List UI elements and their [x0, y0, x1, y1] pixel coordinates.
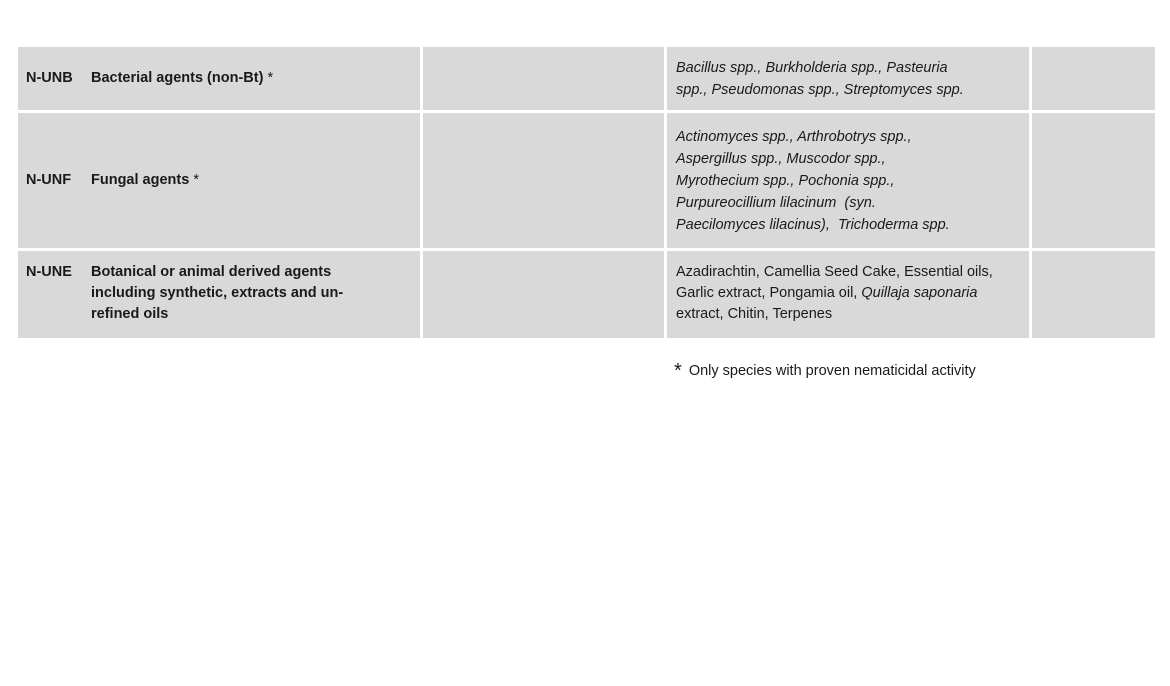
group-name: [91, 68, 273, 89]
empty-cell: [1032, 113, 1155, 248]
category-label: [26, 170, 199, 191]
examples-line: Myrothecium spp., Pochonia spp.,: [676, 172, 895, 189]
examples-line: Purpureocillium lilacinum (syn.: [676, 194, 876, 211]
category-cell: [18, 251, 420, 338]
empty-cell: [423, 47, 664, 110]
category-label: [26, 68, 273, 89]
footnote-marker: *: [263, 70, 274, 86]
group-name: [91, 262, 343, 325]
group-code: N-UNF: [26, 172, 72, 188]
group-code: N-UNE: [26, 264, 72, 280]
group-name: [91, 170, 199, 191]
nematicide-table: [18, 47, 1155, 341]
examples-text: [676, 262, 1021, 325]
examples-cell: [667, 251, 1029, 338]
category-cell: [18, 47, 420, 110]
examples-line: Paecilomyces lilacinus), Trichoderma spp.: [676, 216, 950, 233]
group-code: N-UNB: [26, 70, 73, 86]
examples-line: Aspergillus spp., Muscodor spp.,: [676, 150, 886, 167]
footnote-symbol: *: [674, 360, 682, 382]
examples-part: extract, Chitin, Terpenes: [676, 306, 833, 322]
category-cell: [18, 113, 420, 248]
footnote-marker: *: [189, 172, 199, 188]
group-name-text: Fungal agents: [91, 172, 190, 188]
examples-text: [676, 57, 964, 101]
examples-cell: [667, 47, 1029, 110]
examples-part: Azadirachtin, Camellia Seed Cake, Essential oils, Garlic extract, Pongamia oil,: [676, 264, 993, 301]
examples-line: spp., Pseudomonas spp., Streptomyces spp.: [676, 81, 964, 98]
examples-line: Bacillus spp., Burkholderia spp., Pasteuria: [676, 59, 948, 76]
examples-cell: [667, 113, 1029, 248]
examples-italic-part: Quillaja saponaria: [861, 285, 978, 301]
group-name-text: Bacterial agents (non-Bt): [91, 70, 264, 86]
group-name-line: Botanical or animal derived agents: [91, 264, 332, 280]
table-row: [18, 113, 1155, 248]
category-label: [26, 262, 343, 325]
table-row: [18, 47, 1155, 110]
footnote: [674, 360, 976, 383]
group-name-line: refined oils: [91, 306, 169, 322]
examples-text: [676, 126, 950, 236]
group-name-line: including synthetic, extracts and un-: [91, 285, 344, 301]
footnote-text: Only species with proven nematicidal activity: [688, 363, 976, 379]
empty-cell: [1032, 47, 1155, 110]
empty-cell: [423, 113, 664, 248]
empty-cell: [1032, 251, 1155, 338]
examples-line: Actinomyces spp., Arthrobotrys spp.,: [676, 128, 912, 145]
empty-cell: [423, 251, 664, 338]
table-row: [18, 251, 1155, 338]
